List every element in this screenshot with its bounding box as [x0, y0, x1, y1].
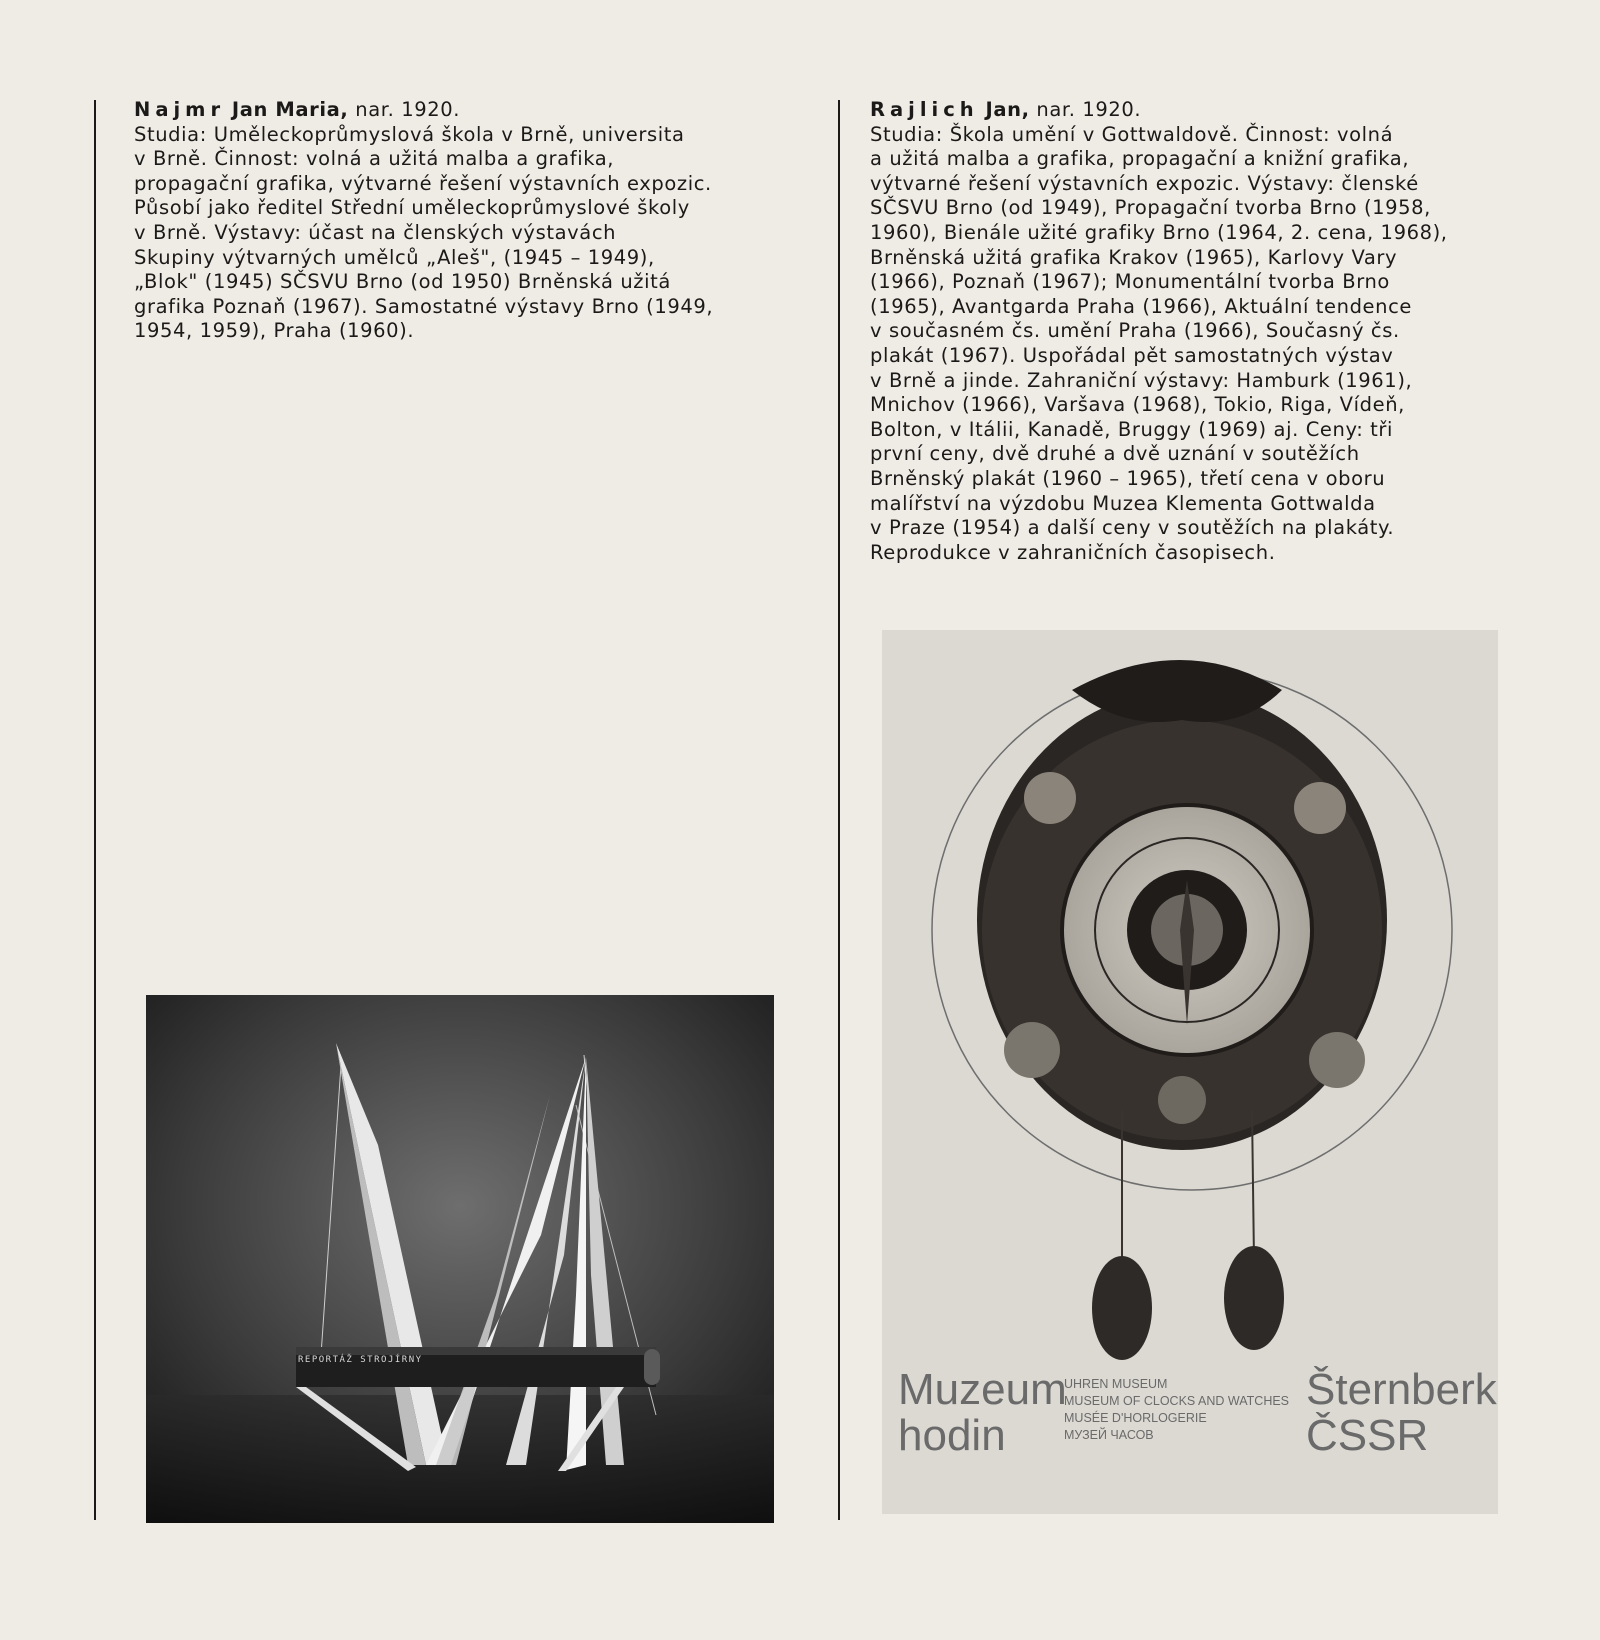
birth-year: nar. 1920. [1036, 98, 1142, 121]
bio-line: malířství na výzdobu Muzea Klementa Gottwalda [870, 491, 1376, 515]
column-rule-right [838, 100, 840, 1520]
bio-line: v Praze (1954) a další ceny v soutěžích na plakáty. [870, 516, 1395, 540]
bio-line: SČSVU Brno (od 1949), Propagační tvorba Brno (1958, [870, 196, 1431, 220]
sculpture-photo [146, 995, 774, 1523]
bio-line: Brněnský plakát (1960 – 1965), třetí cena v oboru [870, 466, 1386, 490]
bio-heading [134, 98, 713, 123]
sculpture-illustration [146, 995, 774, 1523]
poster-subtitle-line: MUSÉE D'HORLOGERIE [1064, 1411, 1207, 1425]
poster-country: ČSSR [1306, 1411, 1429, 1460]
poster-city: Šternberk [1306, 1365, 1497, 1414]
bio-line: Mnichov (1966), Varšava (1968), Tokio, Riga, Vídeň, [870, 393, 1405, 417]
bio-line: (1965), Avantgarda Praha (1966), Aktuální tendence [870, 294, 1413, 318]
bio-line: výtvarné řešení výstavních expozic. Výstavy: členské [870, 171, 1419, 195]
bio-line: propagační grafika, výtvarné řešení výstavních expozic. [134, 171, 712, 195]
artist-given-name: Jan, [985, 98, 1030, 121]
bio-line: Bolton, v Itálii, Kanadě, Bruggy (1969) aj. Ceny: tři [870, 417, 1394, 441]
bio-line: Brněnská užitá grafika Krakov (1965), Karlovy Vary [870, 245, 1398, 269]
column-rule-left [94, 100, 96, 1520]
bio-line: „Blok" (1945) SČSVU Brno (od 1950) Brněnská užitá [134, 270, 671, 294]
poster-subtitle-line: МУЗЕЙ ЧАСОВ [1064, 1428, 1154, 1442]
bio-line: (1966), Poznaň (1967); Monumentální tvorba Brno [870, 270, 1390, 294]
bio-line: Skupiny výtvarných umělců „Aleš", (1945 – 1949), [134, 245, 655, 269]
clock-museum-poster [882, 630, 1498, 1514]
bio-heading [870, 98, 1448, 123]
biography-najmr [134, 98, 713, 344]
bio-line: v Brně. Činnost: volná a užitá malba a grafika, [134, 147, 615, 171]
bio-line: Studia: Uměleckoprůmyslová škola v Brně, universita [134, 122, 685, 146]
bio-line: Reprodukce v zahraničních časopisech. [870, 540, 1276, 564]
biography-rajlich [870, 98, 1448, 565]
bio-line: první ceny, dvě druhé a dvě uznání v soutěžích [870, 442, 1360, 466]
poster-subtitles [1064, 1376, 1289, 1444]
bio-line: v Brně a jinde. Zahraniční výstavy: Hamburk (1961), [870, 368, 1413, 392]
artist-surname: Najmr [134, 98, 226, 121]
artist-surname: Rajlich [870, 98, 979, 121]
bio-line: v současném čs. umění Praha (1966), Současný čs. [870, 319, 1400, 343]
bio-line: v Brně. Výstavy: účast na členských výstavách [134, 220, 617, 244]
artist-given-name: Jan Maria, [231, 98, 349, 121]
poster-subtitle-line: UHREN MUSEUM [1064, 1377, 1168, 1391]
bio-line: 1960), Bienále užité grafiky Brno (1964, 2. cena, 1968), [870, 220, 1448, 244]
poster-subtitle-line: MUSEUM OF CLOCKS AND WATCHES [1064, 1394, 1290, 1408]
sculpture-inscription: REPORTÁŽ STROJÍRNY [298, 1355, 423, 1365]
bio-line: Studia: Škola umění v Gottwaldově. Činnost: volná [870, 122, 1394, 146]
bio-line: grafika Poznaň (1967). Samostatné výstavy Brno (1949, [134, 294, 714, 318]
bio-line: Působí jako ředitel Střední uměleckoprůmyslové školy [134, 196, 690, 220]
birth-year: nar. 1920. [355, 98, 461, 121]
poster-hodin-word: hodin [898, 1411, 1006, 1460]
bio-line: 1954, 1959), Praha (1960). [134, 319, 415, 343]
poster-museum-word: Muzeum [898, 1365, 1067, 1414]
bio-line: a užitá malba a grafika, propagační a knižní grafika, [870, 147, 1410, 171]
bio-line: plakát (1967). Uspořádal pět samostatných výstav [870, 343, 1394, 367]
